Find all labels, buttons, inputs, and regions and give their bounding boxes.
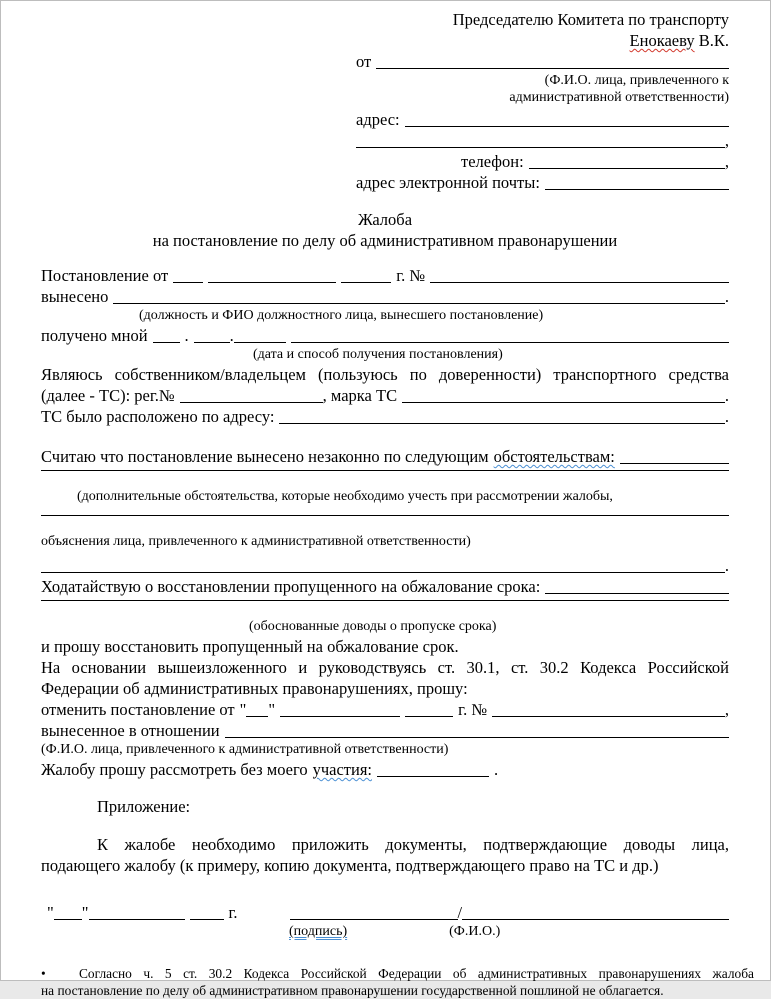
dot: . xyxy=(724,386,729,405)
issued-line xyxy=(41,286,729,307)
ts-reg-label: (далее - ТС): рег.№ xyxy=(41,386,175,405)
owner-line: Являюсь собственником/владельцем (пользуюсь по доверенности) транспортного средства xyxy=(41,365,729,384)
footer-line1: Согласно ч. 5 ст. 30.2 Кодекса Российской Федерации об административных правонарушениях жалоба xyxy=(79,966,754,981)
phone-label: телефон: xyxy=(461,152,524,171)
from-label: от xyxy=(356,52,372,71)
attachment-title: Приложение: xyxy=(97,797,191,816)
blank-field[interactable] xyxy=(492,715,725,717)
blank-field[interactable] xyxy=(180,401,323,403)
blank-field[interactable] xyxy=(234,341,286,343)
blank-field[interactable] xyxy=(41,571,725,573)
quote: " xyxy=(81,903,89,922)
attachment-line1: К жалобе необходимо приложить документы, подтверждающие доводы лица, xyxy=(97,835,729,854)
circumstances-word-grammar-flag: обстоятельствам: xyxy=(493,447,615,466)
blank-field[interactable] xyxy=(620,462,729,464)
blank-field[interactable] xyxy=(190,918,224,920)
fio-note-line2: административной ответственности) xyxy=(509,90,729,105)
dot: . xyxy=(184,326,189,345)
blank-field[interactable] xyxy=(405,125,729,127)
issued-label: вынесено xyxy=(41,287,109,306)
petition-label: Ходатайствую о восстановлении пропущенного на обжалование срока: xyxy=(41,577,541,596)
quote: " xyxy=(47,903,54,922)
received-label: получено мной xyxy=(41,326,148,345)
footer-note xyxy=(41,965,754,999)
ts-location-line xyxy=(41,406,729,427)
quote: " xyxy=(268,700,276,719)
blank-field[interactable] xyxy=(41,514,729,516)
consider-line xyxy=(41,446,729,467)
ts-location-label: ТС было расположено по адресу: xyxy=(41,407,275,426)
absence-word-grammar-flag: участия: xyxy=(312,760,373,779)
blank-line xyxy=(41,512,729,533)
fio-caption: (Ф.И.О.) xyxy=(449,924,501,939)
review-label: Жалобу прошу рассмотреть без моего xyxy=(41,760,308,779)
quote: " xyxy=(239,700,247,719)
blank-field[interactable] xyxy=(341,281,391,283)
signature-line xyxy=(41,902,729,923)
blank-field[interactable] xyxy=(246,715,268,717)
email-label: адрес электронной почты: xyxy=(356,173,540,192)
received-note: (дата и способ получения постановления) xyxy=(253,347,503,362)
address-line xyxy=(356,109,729,130)
resolution-line xyxy=(41,265,729,286)
issued-to-label: вынесенное в отношении xyxy=(41,721,220,740)
blank-field[interactable] xyxy=(402,401,725,403)
blank-field[interactable] xyxy=(173,281,203,283)
from-line xyxy=(356,51,729,72)
blank-line xyxy=(41,597,729,618)
slash: / xyxy=(457,903,463,922)
fio-small-note: (Ф.И.О. лица, привлеченного к административной ответственности) xyxy=(41,742,449,757)
blank-field[interactable] xyxy=(194,341,230,343)
received-line xyxy=(41,325,729,346)
address-line2 xyxy=(356,130,729,151)
blank-line xyxy=(41,467,729,488)
signature-blank-field[interactable] xyxy=(290,918,458,920)
issued-to-line xyxy=(41,720,729,741)
extra-note2: объяснения лица, привлеченного к административной ответственности) xyxy=(41,534,471,549)
dot: . xyxy=(724,407,729,426)
blank-field[interactable] xyxy=(376,67,729,69)
resolution-label: Постановление от xyxy=(41,266,169,285)
blank-field[interactable] xyxy=(225,736,729,738)
blank-field[interactable] xyxy=(405,715,453,717)
addressee-surname-misspelled: Енокаеву xyxy=(629,31,695,50)
blank-field[interactable] xyxy=(41,599,729,601)
basis-line1: На основании вышеизложенного и руководствуясь ст. 30.1, ст. 30.2 Кодекса Российской xyxy=(41,658,729,677)
blank-field[interactable] xyxy=(41,469,729,471)
blank-field[interactable] xyxy=(89,918,185,920)
bullet-icon: • xyxy=(41,966,46,981)
number-label: г. № xyxy=(396,266,426,285)
attachment-line2: подающего жалобу (к примеру, копию документа, подтверждающего право на ТС и др.) xyxy=(41,856,659,875)
dot: . xyxy=(229,326,234,345)
cancel-line xyxy=(41,699,729,720)
dot: . xyxy=(724,556,729,575)
blank-field[interactable] xyxy=(356,146,725,148)
basis-line2: Федерации об административных правонарушениях, прошу: xyxy=(41,679,468,698)
phone-line xyxy=(356,151,729,172)
number-label: г. № xyxy=(458,700,488,719)
blank-field[interactable] xyxy=(430,281,729,283)
blank-field[interactable] xyxy=(54,918,82,920)
blank-field[interactable] xyxy=(113,302,725,304)
ts-brand-label: , марка ТС xyxy=(322,386,398,405)
addressee-block xyxy=(356,9,729,193)
footer-line2: на постановление по делу об административном правонарушении государственной пошлиной не облагается. xyxy=(41,983,664,998)
petition-note: (обоснованные доводы о пропуске срока) xyxy=(249,619,497,634)
footer-line1-row xyxy=(41,965,754,982)
comma: , xyxy=(724,152,729,171)
dot: . xyxy=(494,760,499,779)
document-title: Жалоба xyxy=(357,210,413,229)
addressee-line: Председателю Комитета по транспорту xyxy=(452,10,729,29)
blank-field[interactable] xyxy=(377,775,489,777)
extra-note1: (дополнительные обстоятельства, которые необходимо учесть при рассмотрении жалобы, xyxy=(77,489,613,504)
spacer xyxy=(356,166,461,167)
blank-field[interactable] xyxy=(279,422,724,424)
restore-line: и прошу восстановить пропущенный на обжалование срок. xyxy=(41,637,459,656)
spacer xyxy=(41,934,289,935)
addressee-name-line xyxy=(356,30,729,51)
review-line xyxy=(41,759,729,780)
blank-field[interactable] xyxy=(545,188,729,190)
address-label: адрес: xyxy=(356,110,400,129)
dot: . xyxy=(724,287,729,306)
petition-line xyxy=(41,576,729,597)
blank-field[interactable] xyxy=(545,592,729,594)
comma: , xyxy=(724,700,729,719)
spacer xyxy=(238,917,290,918)
blank-line xyxy=(41,555,729,576)
year-label: г. xyxy=(228,903,238,922)
spacer xyxy=(347,934,449,935)
fio-blank-field[interactable] xyxy=(462,918,729,920)
blank-field[interactable] xyxy=(529,167,725,169)
ts-reg-line xyxy=(41,385,729,406)
blank-field[interactable] xyxy=(280,715,400,717)
consider-label: Считаю что постановление вынесено незаконно по следующим xyxy=(41,447,489,466)
email-line xyxy=(356,172,729,193)
blank-field[interactable] xyxy=(153,341,180,343)
blank-field[interactable] xyxy=(208,281,336,283)
comma: , xyxy=(724,131,729,150)
addressee-initials: В.К. xyxy=(694,31,729,50)
cancel-label: отменить постановление от xyxy=(41,700,235,719)
issued-note: (должность и ФИО должностного лица, вынесшего постановление) xyxy=(139,308,544,323)
blank-field[interactable] xyxy=(291,341,729,343)
document-subtitle: на постановление по делу об административном правонарушении xyxy=(152,231,618,250)
sign-caption-grammar-flag: (подпись) xyxy=(289,924,348,939)
fio-note-line1: (Ф.И.О. лица, привлеченного к xyxy=(544,73,729,88)
signature-captions xyxy=(41,923,729,941)
